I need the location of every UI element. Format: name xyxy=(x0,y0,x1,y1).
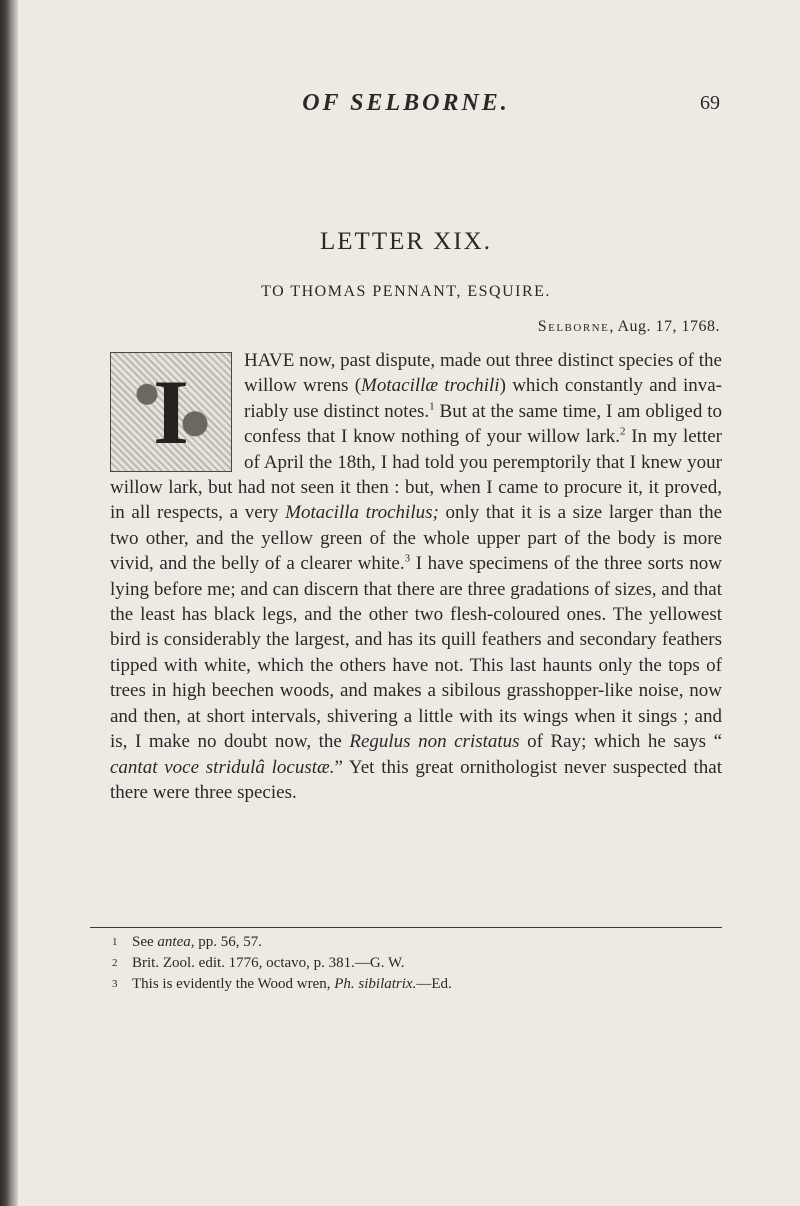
book-binding-edge xyxy=(0,0,18,1206)
body-text-run: I have specimens of the three sorts now lying before me; and can discern that there are three gradations of sizes, and that the least has black legs, and the other two flesh-coloured ones. The yellowest bird is considerably the largest, and has its quill feathers and secondary feathers tipped with white, which the others have not. This last haunts only the tops of trees in high beechen woods, and makes a sibilous grasshopper-like noise, now and then, at short intervals, shivering a little with its wings when it sings ; and is, I make no doubt now, the xyxy=(110,553,722,753)
body-text-run: of Ray; which he says “ xyxy=(519,731,722,753)
italic-species-name: Motacillæ trochili xyxy=(361,375,500,397)
footnote-marker: 3 xyxy=(112,978,118,990)
footnote-rule xyxy=(90,927,722,928)
footnote-italic: antea, xyxy=(157,934,195,950)
footnote-text: Brit. Zool. edit. 1776, octavo, p. 381.—G. W. xyxy=(132,955,405,971)
footnote-marker: 2 xyxy=(112,957,118,969)
page-number: 69 xyxy=(700,92,720,114)
italic-quotation: cantat voce stridulâ locustæ. xyxy=(110,756,335,778)
body-text-run: In my letter of April the 18th, I had told you peremptorily that I knew your willow lark, but had not seen it then : but, when I came to procure it, it proved, in all respects, a very xyxy=(110,426,722,524)
footnote-ref: 3 xyxy=(404,552,411,565)
body-text-run: HAVE now, past dispute, made out three distinct species of the willow wrens ( xyxy=(244,350,722,397)
italic-species-name: Regulus non cristatus xyxy=(349,731,520,753)
running-title: OF SELBORNE. xyxy=(302,90,510,116)
footnote xyxy=(112,974,712,995)
ornamental-drop-cap xyxy=(110,352,232,472)
body-text-run: ) which constantly and invariably use distinct notes. xyxy=(244,375,722,422)
running-head xyxy=(90,90,722,120)
footnote-text: See xyxy=(132,934,158,950)
dateline-date: , Aug. 17, 1768. xyxy=(609,318,720,335)
footnote-marker: 1 xyxy=(112,936,118,948)
book-page xyxy=(90,0,722,1206)
footnotes xyxy=(112,932,712,995)
body-text-run: only that it is a size larger than the two other, and the yellow green of the whole upper part of the body is more vivid, and the belly of a clearer white. xyxy=(110,502,722,575)
body-text-run: But at the same time, I am obliged to confess that I know nothing of your willow lark. xyxy=(244,400,722,448)
footnote xyxy=(112,953,712,974)
footnote-text: —Ed. xyxy=(416,976,452,992)
footnote-italic: Ph. sibilatrix. xyxy=(334,976,417,992)
body-text-run: ” Yet this great ornithologist never suspected that there were three species. xyxy=(110,756,722,803)
letter-body xyxy=(110,348,722,805)
letter-dateline xyxy=(538,318,720,336)
footnote-text: This is evidently the Wood wren, xyxy=(132,976,335,992)
footnote-ref: 2 xyxy=(620,425,626,438)
italic-species-name: Motacilla trochilus; xyxy=(285,502,439,524)
footnote xyxy=(112,932,712,953)
dateline-place: Selborne xyxy=(537,318,610,335)
letter-title: LETTER XIX. xyxy=(320,228,492,255)
drop-cap-letter: I xyxy=(153,361,189,463)
footnote-ref: 1 xyxy=(429,400,435,413)
letter-addressee: TO THOMAS PENNANT, ESQUIRE. xyxy=(261,283,551,300)
footnote-text: pp. 56, 57. xyxy=(194,934,262,950)
